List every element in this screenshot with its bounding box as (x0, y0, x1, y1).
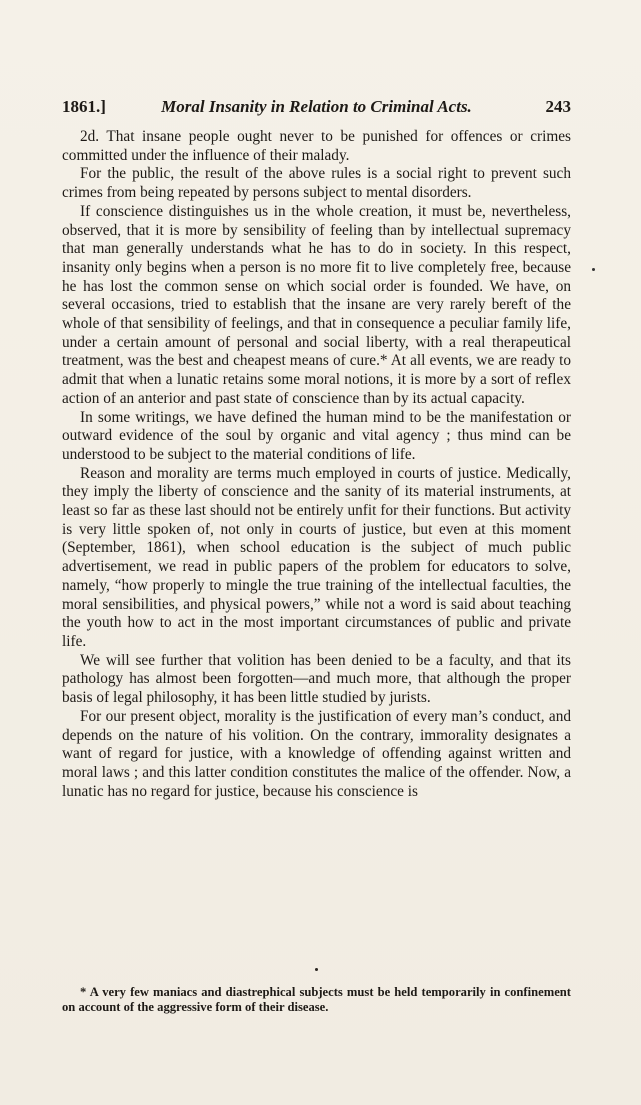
running-header (62, 94, 571, 120)
paragraph-1: 2d. That insane people ought never to be punished for offences or crimes committed under the influence of their malady. (62, 128, 571, 164)
paragraph-3: If conscience distinguishes us in the whole creation, it must be, nevertheless, observed, that it is more by sensibility of feeling than by intellectual supremacy that man generally understands what he has to do in society. In this respect, insanity only begins when a person is no more fit to live completely free, because he has lost the common sense on which social order is founded. We have, on several occasions, tried to establish that the insane are very rarely bereft of the whole of that sensibility of feelings, and that in consequence a peculiar family life, under a certain amount of personal and social liberty, with a real therapeutical treatment, was the best and cheapest means of cure.* At all events, we are ready to admit that when a lunatic retains some moral notions, it is more by a sort of reflex action of an anterior and past state of conscience than by its actual capacity. (62, 202, 571, 407)
footnote (62, 985, 571, 1015)
paragraph-5: Reason and morality are terms much employed in courts of justice. Medically, they imply the liberty of conscience and the sanity of its material instruments, at least so far as these last should not be entirely unfit for their functions. But activity is very little spoken of, not only in courts of justice, but even at this moment (September, 1861), when school education is the subject of much public advertisement, we read in public papers of the problem for educators to solve, namely, “how properly to mingle the true training of the intellectual faculties, the moral sensibilities, and physical powers,” while not a word is said about teaching the youth how to act in the most important circumstances of public and private life. (62, 464, 571, 650)
paragraph-2: For the public, the result of the above rules is a social right to prevent such crimes from being repeated by persons subject to mental disorders. (62, 165, 571, 202)
header-year: 1861.] (62, 97, 106, 116)
footnote-separator-mark (315, 968, 318, 971)
main-text (62, 128, 571, 801)
footnote-text: * A very few maniacs and diastrephical subjects must be held temporarily in confinement on account of the aggressive form of their disease. (62, 985, 571, 1014)
header-title: Moral Insanity in Relation to Criminal Acts. (161, 97, 472, 116)
page-number: 243 (545, 97, 571, 116)
margin-speck (592, 268, 595, 271)
paragraph-6: We will see further that volition has been denied to be a faculty, and that its pathology has almost been forgotten—and much more, that although the proper basis of legal philosophy, it has been little studied by jurists. (62, 651, 571, 707)
paragraph-4: In some writings, we have defined the human mind to be the manifestation or outward evidence of the soul by organic and vital agency ; thus mind can be understood to be subject to the material conditions of life. (62, 408, 571, 463)
paragraph-7: For our present object, morality is the justification of every man’s conduct, and depends on the nature of his volition. On the contrary, immorality designates a want of regard for justice, with a knowledge of offending against written and moral laws ; and this latter condition constitutes the malice of the offender. Now, a lunatic has no regard for justice, because his conscience is (62, 707, 571, 800)
